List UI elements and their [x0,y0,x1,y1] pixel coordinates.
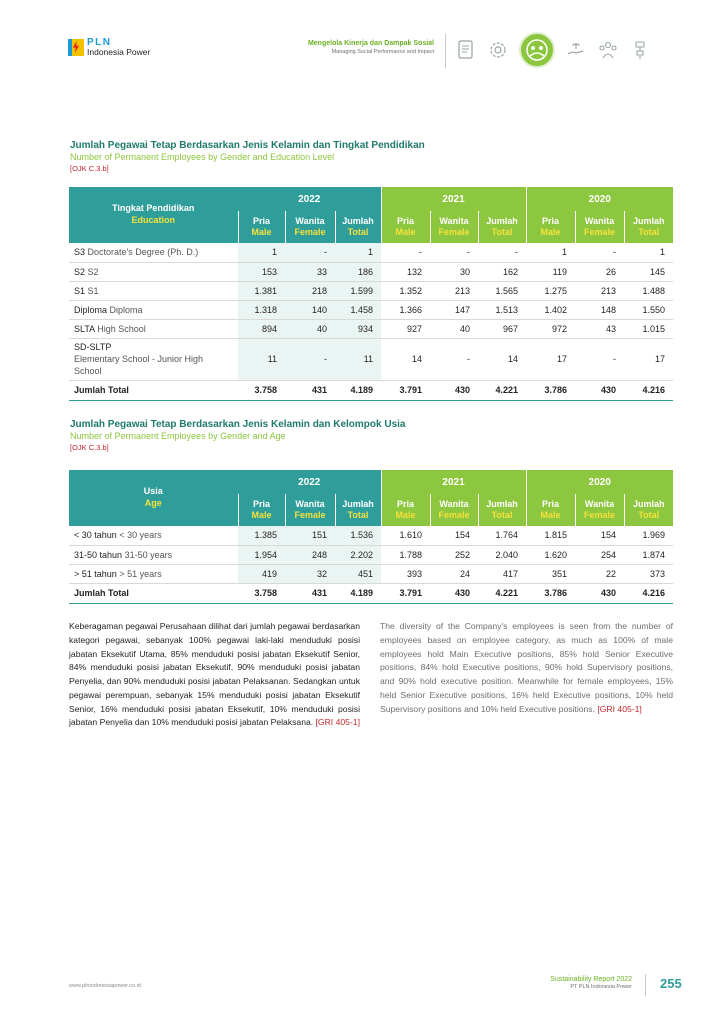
table-cell: 417 [478,564,526,583]
table-cell: 4.216 [624,583,673,603]
logo-sub-text: Indonesia Power [87,47,151,57]
table-cell: 373 [624,564,673,583]
table-row [69,300,673,319]
table-cell: 4.189 [335,583,381,603]
table-cell: 1.620 [526,545,575,564]
table-cell: 1.874 [624,545,673,564]
table-cell: 1.381 [238,281,285,300]
table-cell: 927 [381,319,430,338]
column-header-id: Wanita [439,498,469,509]
column-header-id: Pria [252,498,270,509]
column-header-en: Male [251,227,272,237]
column-header [238,211,285,243]
body-left-text: Keberagaman pegawai Perusahaan dilihat dari jumlah pegawai berdasarkan kategori pegawai, sebanyak 100% pegawai laki-laki menduduki posisi jabatan Eksekutif Utama, 85% menduduki posisi jabatan Eksekutif Senior, 84% menduduki posisi jabatan Eksekutif, 90% menduduki posisi jabatan Penyelia, dan 90% menduduki posisi jabatan Pelaksanan. Sedangkan untuk pegawai perempuan, sebanyak 15% menduduki posisi jabatan Eksekutif Senior, 16% menduduki posisi jabatan Eksekutif, 10% menduduki posisi jabatan Penyelia dan 10% menduduki posisi jabatan Pelaksana. [69,621,360,728]
row-label [69,380,238,400]
column-header [575,211,624,243]
column-header-en: Female [584,227,616,237]
table-cell: 151 [285,526,335,545]
table-cell: 1.764 [478,526,526,545]
table-cell: 1.536 [335,526,381,545]
table-cell: 1.565 [478,281,526,300]
table-cell: 1.599 [335,281,381,300]
column-header-en: Male [395,510,416,520]
row-label-en: Diploma [109,304,143,315]
gri-reference: [GRI 405-1] [597,703,642,714]
chapter-icon-nav [455,32,661,68]
age-table [69,470,673,604]
table-cell: 431 [285,583,335,603]
column-header-id: Pria [542,215,560,226]
row-label-id: S1 [74,285,86,296]
table-cell: 147 [430,300,478,319]
column-header-id: Pria [397,215,415,226]
column-header [478,494,526,526]
column-header [526,211,575,243]
table-cell: 24 [430,564,478,583]
table-cell: 351 [526,564,575,583]
row-label-id: S2 [74,266,86,277]
column-header-id: Jumlah [342,498,374,509]
table-cell: 145 [624,262,673,281]
table-cell: 14 [478,338,526,380]
table-cell: 1.015 [624,319,673,338]
table-cell: 140 [285,300,335,319]
table-cell: 1.318 [238,300,285,319]
chapter-title [308,40,434,56]
body-text-english [380,620,673,716]
row-label-id: < 30 tahun [74,530,117,541]
column-header-en: Female [438,227,470,237]
table2-label-en: Age [144,498,162,508]
row-label-en: S2 [87,266,99,277]
gri-reference: [GRI 405-1] [315,717,360,728]
table-cell: 148 [575,300,624,319]
table-cell: 22 [575,564,624,583]
table-cell: 4.221 [478,380,526,400]
row-label-en: < 30 years [119,530,162,541]
row-label-en: S1 [87,285,99,296]
table-cell: 1.488 [624,281,673,300]
table-row [69,545,673,564]
column-header-en: Male [251,510,272,520]
column-header [285,211,335,243]
table-cell: 1.513 [478,300,526,319]
row-label-en: > 51 years [119,568,162,579]
row-label-id: Jumlah [74,588,106,598]
footer-divider [645,974,646,996]
table-cell: 3.758 [238,380,285,400]
column-header [381,211,430,243]
column-header [238,494,285,526]
row-label-id: SLTA [74,323,95,334]
table-cell: 40 [285,319,335,338]
table1-label-en: Education [131,215,175,225]
column-header [381,494,430,526]
column-header-en: Total [491,510,513,520]
column-header [335,494,381,526]
column-header [575,494,624,526]
row-label [69,262,238,281]
table1-heading [70,139,425,173]
column-header-en: Female [438,510,470,520]
table-cell: 431 [285,380,335,400]
table-total-row [69,380,673,400]
table-cell: 43 [575,319,624,338]
table-cell: 3.786 [526,583,575,603]
table1-year-header: 2022 [238,187,381,211]
footer-website[interactable]: www.plnindonesiapower.co.id [69,983,141,989]
row-label [69,545,238,564]
column-header-en: Total [347,510,369,520]
column-header-id: Pria [397,498,415,509]
row-label-en: Total [108,385,129,395]
table-row [69,319,673,338]
table-cell: 1 [238,243,285,262]
people-group-icon[interactable] [597,39,619,61]
table-cell: 894 [238,319,285,338]
table-cell: 3.786 [526,380,575,400]
row-label [69,338,238,380]
column-header-id: Wanita [584,215,615,226]
table-cell: 430 [430,380,478,400]
table1-label-id: Tingkat Pendidikan [112,203,195,214]
table-cell: 3.791 [381,380,430,400]
table2-heading [70,418,406,452]
community-icon[interactable] [519,32,555,68]
table-cell: - [478,243,526,262]
table-cell: 1 [624,243,673,262]
tap-icon[interactable] [629,39,651,61]
document-icon[interactable] [455,39,477,61]
table1-title-id: Jumlah Pegawai Tetap Berdasarkan Jenis Kelamin dan Tingkat Pendidikan [70,140,425,151]
table-cell: 3.791 [381,583,430,603]
table-cell: 11 [238,338,285,380]
table-cell: 1.366 [381,300,430,319]
table-cell: 153 [238,262,285,281]
table2-title-id: Jumlah Pegawai Tetap Berdasarkan Jenis Kelamin dan Kelompok Usia [70,419,406,430]
table2-ref: [OJK C.3.b] [70,442,109,452]
table-cell: 132 [381,262,430,281]
table2-year-header: 2021 [381,470,526,494]
table-cell: 393 [381,564,430,583]
table-cell: 1 [335,243,381,262]
table-cell: 451 [335,564,381,583]
row-label [69,243,238,262]
table-total-row [69,583,673,603]
table-cell: 1.788 [381,545,430,564]
hand-plant-icon[interactable] [565,39,587,61]
row-label-id: SD-SLTP [74,341,112,352]
column-header [335,211,381,243]
row-label-en: Elementary School - Junior High School [74,353,204,377]
row-label-id: Diploma [74,304,108,315]
table2-label-header [69,470,238,526]
table-cell: 1.610 [381,526,430,545]
chapter-title-id: Mengelola Kinerja dan Dampak Sosial [307,40,434,47]
footer-report-title: Sustainability Report 2022 [550,976,632,983]
page-number: 255 [660,976,682,991]
table-row [69,526,673,545]
table-cell: 14 [381,338,430,380]
table-cell: 4.189 [335,380,381,400]
column-header-id: Jumlah [486,498,518,509]
column-header-en: Total [638,227,660,237]
table-cell: - [575,243,624,262]
table-row [69,281,673,300]
table-cell: - [285,243,335,262]
table-cell: 1.954 [238,545,285,564]
table-cell: 1.458 [335,300,381,319]
gear-people-icon[interactable] [487,39,509,61]
table-cell: 154 [575,526,624,545]
table-cell: 218 [285,281,335,300]
table-cell: 934 [335,319,381,338]
row-label [69,564,238,583]
header-divider [445,34,446,68]
row-label [69,583,238,603]
table2-year-header: 2022 [238,470,381,494]
education-table [69,187,673,401]
table-cell: 26 [575,262,624,281]
logo-pln-text: PLN [87,37,112,48]
table-cell: 254 [575,545,624,564]
column-header-id: Wanita [584,498,615,509]
column-header [430,494,478,526]
table-cell: 1.550 [624,300,673,319]
table-cell: 1 [526,243,575,262]
column-header-id: Pria [252,215,270,226]
row-label-id: 31-50 tahun [74,549,123,560]
table-row [69,243,673,262]
row-label-id: Jumlah [74,385,106,395]
table-cell: 1.815 [526,526,575,545]
table-cell: 32 [285,564,335,583]
table-cell: 430 [430,583,478,603]
table-cell: 119 [526,262,575,281]
table-cell: 430 [575,380,624,400]
column-header-en: Female [294,510,326,520]
table-cell: - [430,338,478,380]
row-label-id: S3 [74,247,86,258]
table-cell: 967 [478,319,526,338]
chapter-title-en: Managing Social Performance and Impact [331,48,434,55]
column-header-id: Jumlah [633,215,665,226]
table2-year-header: 2020 [526,470,673,494]
table-cell: 186 [335,262,381,281]
table1-label-header [69,187,238,243]
column-header [624,211,673,243]
table-row [69,262,673,281]
column-header-en: Female [584,510,616,520]
table-cell: 17 [526,338,575,380]
table2-title-en: Number of Permanent Employees by Gender and Age [70,431,286,441]
table-cell: - [575,338,624,380]
pln-logo-icon [68,39,84,56]
row-label-en: Total [108,588,129,598]
column-header-id: Jumlah [342,215,374,226]
column-header-id: Jumlah [633,498,665,509]
table-cell: 162 [478,262,526,281]
table1-title-en: Number of Permanent Employees by Gender and Education Level [70,152,335,162]
table1-ref: [OJK C.3.b] [70,163,109,173]
row-label-id: > 51 tahun [74,568,117,579]
table-cell: 2.202 [335,545,381,564]
table-cell: - [430,243,478,262]
table-cell: 1.352 [381,281,430,300]
table-row [69,338,673,380]
table-cell: 4.221 [478,583,526,603]
table-cell: 430 [575,583,624,603]
column-header-en: Total [347,227,369,237]
footer-company: PT PLN Indonesia Power [570,984,632,991]
column-header-en: Total [491,227,513,237]
column-header-en: Male [540,227,561,237]
table-cell: 419 [238,564,285,583]
column-header-id: Wanita [295,498,325,509]
table1-year-header: 2021 [381,187,526,211]
table-cell: - [381,243,430,262]
table-cell: 1.275 [526,281,575,300]
table-cell: 3.758 [238,583,285,603]
table-cell: 248 [285,545,335,564]
table-cell: 4.216 [624,380,673,400]
column-header-id: Wanita [295,215,325,226]
table-cell: 17 [624,338,673,380]
table-cell: 33 [285,262,335,281]
table-cell: 972 [526,319,575,338]
row-label [69,300,238,319]
row-label [69,319,238,338]
column-header [478,211,526,243]
footer-report [550,975,632,991]
body-right-text: The diversity of the Company's employees is seen from the number of employees based on employee category, as much as 100% of male employees hold Main Executive positions, 85% hold Senior Executive positions, 84% hold Executive positions, 90% hold Supervisory positions, and 90% hold executive position. Meanwhile for female employees, 15% held Senior Executive positions, 16% held Executive positions, 10% held Supervisory positions and 10% held Executive positions. [380,621,673,714]
body-text-indonesian [69,620,360,730]
table-cell: 40 [430,319,478,338]
table-cell: 252 [430,545,478,564]
column-header-id: Pria [542,498,560,509]
column-header-en: Total [638,510,660,520]
column-header [624,494,673,526]
table-cell: 1.969 [624,526,673,545]
column-header-en: Female [294,227,326,237]
table-cell: 2.040 [478,545,526,564]
column-header-id: Wanita [439,215,469,226]
column-header-en: Male [540,510,561,520]
row-label [69,526,238,545]
row-label-en: 31-50 years [124,549,173,560]
table-cell: - [285,338,335,380]
table-cell: 11 [335,338,381,380]
company-logo [68,38,150,57]
table2-label-id: Usia [143,486,163,497]
table1-year-header: 2020 [526,187,673,211]
table-row [69,564,673,583]
row-label-en: High School [97,323,146,334]
row-label [69,281,238,300]
table-cell: 213 [430,281,478,300]
table-cell: 1.402 [526,300,575,319]
table-cell: 213 [575,281,624,300]
table-cell: 30 [430,262,478,281]
column-header [285,494,335,526]
column-header [526,494,575,526]
column-header-en: Male [395,227,416,237]
column-header-id: Jumlah [486,215,518,226]
table-cell: 1.385 [238,526,285,545]
column-header [430,211,478,243]
row-label-en: Doctorate's Degree (Ph. D.) [87,247,199,258]
table-cell: 154 [430,526,478,545]
